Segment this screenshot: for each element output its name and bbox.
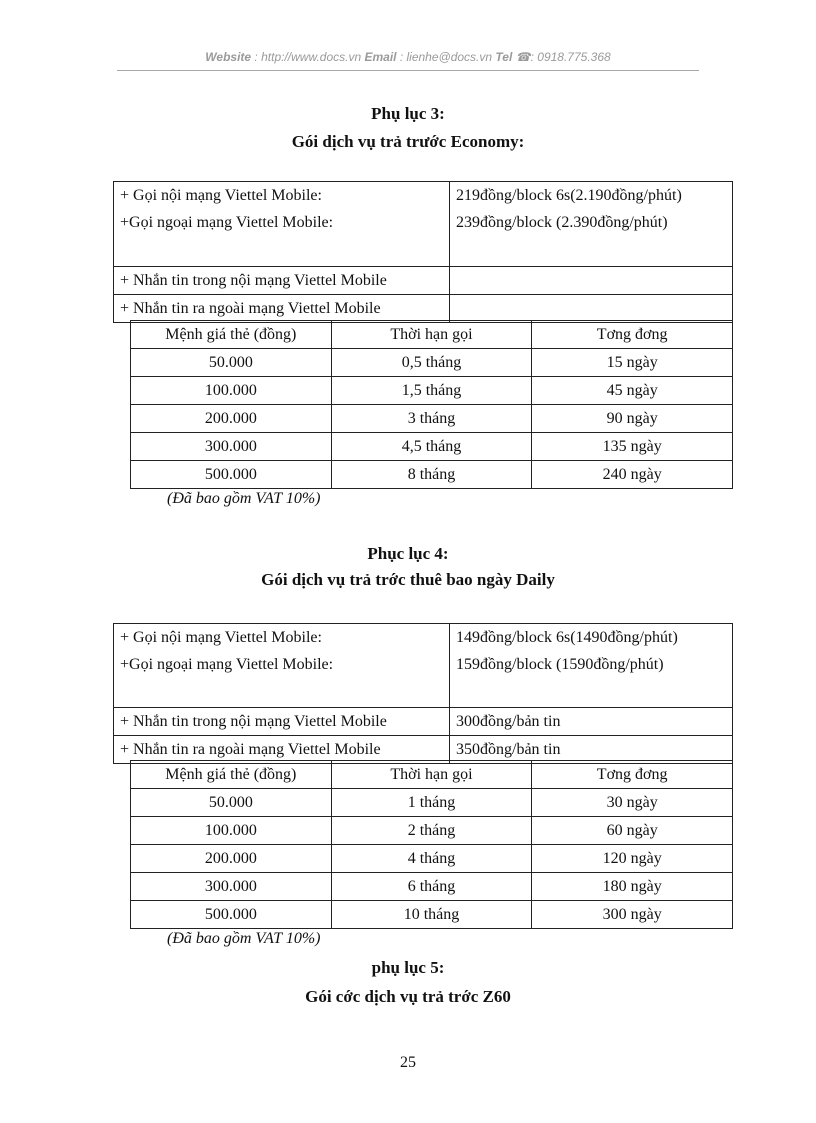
- table-cell: 50.000: [131, 349, 332, 377]
- rate-label: +Gọi ngoại mạng Viettel Mobile:: [120, 214, 334, 231]
- column-header: Tơng đơng: [532, 761, 733, 789]
- appendix4-card-table: [130, 760, 733, 929]
- rates-value-cell: [450, 182, 733, 267]
- rate-label: + Gọi nội mạng Viettel Mobile:: [120, 629, 322, 646]
- table-row: [131, 817, 733, 845]
- table-cell: 1 tháng: [331, 789, 532, 817]
- table-cell: 200.000: [131, 405, 332, 433]
- rate-value: 350đồng/bản tin: [450, 736, 733, 764]
- table-cell: 500.000: [131, 461, 332, 489]
- table-cell: 100.000: [131, 817, 332, 845]
- website-label: Website: [205, 50, 252, 64]
- rate-label: + Gọi nội mạng Viettel Mobile:: [120, 187, 322, 204]
- appendix3-heading: Phụ lục 3:: [371, 104, 445, 123]
- email-value: : lienhe@docs.vn: [396, 50, 496, 64]
- table-header-row: [131, 321, 733, 349]
- rate-label: +Gọi ngoại mạng Viettel Mobile:: [120, 656, 334, 673]
- table-cell: 60 ngày: [532, 817, 733, 845]
- rates-row: [114, 182, 733, 267]
- table-cell: 200.000: [131, 845, 332, 873]
- column-header: Thời hạn gọi: [331, 761, 532, 789]
- rate-label: + Nhắn tin trong nội mạng Viettel Mobile: [114, 267, 450, 295]
- phone-icon: ☎: [515, 50, 531, 64]
- table-cell: 240 ngày: [532, 461, 733, 489]
- table-cell: 4,5 tháng: [331, 433, 532, 461]
- rates-label-cell: [114, 182, 450, 267]
- table-cell: 15 ngày: [532, 349, 733, 377]
- rates-row: [114, 708, 733, 736]
- table-cell: 45 ngày: [532, 377, 733, 405]
- rate-label: + Nhắn tin ra ngoài mạng Viettel Mobile: [114, 295, 450, 323]
- table-cell: 1,5 tháng: [331, 377, 532, 405]
- table-cell: 8 tháng: [331, 461, 532, 489]
- table-cell: 0,5 tháng: [331, 349, 532, 377]
- table-cell: 300 ngày: [532, 901, 733, 929]
- column-header: Tơng đơng: [532, 321, 733, 349]
- email-label: Email: [364, 50, 397, 64]
- table-cell: 4 tháng: [331, 845, 532, 873]
- table-row: [131, 789, 733, 817]
- rates-value-cell: [450, 624, 733, 708]
- table-row: [131, 901, 733, 929]
- appendix4-rates-table: [113, 623, 733, 764]
- table-cell: 2 tháng: [331, 817, 532, 845]
- table-header-row: [131, 761, 733, 789]
- rates-row: [114, 267, 733, 295]
- appendix4-subheading: Gói dịch vụ trả trớc thuê bao ngày Daily: [261, 570, 555, 589]
- table-cell: 10 tháng: [331, 901, 532, 929]
- table-cell: 135 ngày: [532, 433, 733, 461]
- table-cell: 300.000: [131, 873, 332, 901]
- rate-value: 219đồng/block 6s(2.190đồng/phút): [456, 187, 682, 204]
- table-row: [131, 349, 733, 377]
- table-row: [131, 461, 733, 489]
- table-row: [131, 845, 733, 873]
- rates-row: [114, 295, 733, 323]
- table-cell: 500.000: [131, 901, 332, 929]
- appendix5-heading: phụ lục 5:: [371, 958, 445, 977]
- table-cell: 3 tháng: [331, 405, 532, 433]
- rate-value: 239đồng/block (2.390đồng/phút): [456, 214, 668, 231]
- rate-value: [450, 295, 733, 323]
- appendix5-subheading: Gói cớc dịch vụ trả trớc Z60: [305, 987, 511, 1006]
- table-cell: 30 ngày: [532, 789, 733, 817]
- appendix3-vat-note: (Đã bao gồm VAT 10%): [167, 490, 321, 507]
- table-row: [131, 405, 733, 433]
- table-cell: 90 ngày: [532, 405, 733, 433]
- table-row: [131, 873, 733, 901]
- appendix3-rates-table: [113, 181, 733, 323]
- table-cell: 180 ngày: [532, 873, 733, 901]
- rate-value: 149đồng/block 6s(1490đồng/phút): [456, 629, 678, 646]
- rate-label: + Nhắn tin trong nội mạng Viettel Mobile: [114, 708, 450, 736]
- page-number: 25: [400, 1054, 416, 1071]
- column-header: Thời hạn gọi: [331, 321, 532, 349]
- table-cell: 300.000: [131, 433, 332, 461]
- rate-value: 300đồng/bản tin: [450, 708, 733, 736]
- table-cell: 6 tháng: [331, 873, 532, 901]
- rates-row: [114, 624, 733, 708]
- appendix4-vat-note: (Đã bao gồm VAT 10%): [167, 930, 321, 947]
- tel-value: : 0918.775.368: [530, 50, 611, 64]
- page-header: [0, 50, 816, 64]
- table-cell: 120 ngày: [532, 845, 733, 873]
- rate-value: [450, 267, 733, 295]
- tel-label: Tel: [495, 50, 513, 64]
- rate-label: + Nhắn tin ra ngoài mạng Viettel Mobile: [114, 736, 450, 764]
- appendix3-card-table: [130, 320, 733, 489]
- appendix3-subheading: Gói dịch vụ trả trước Economy:: [291, 132, 525, 151]
- appendix4-heading: Phục lục 4:: [367, 544, 449, 563]
- column-header: Mệnh giá thẻ (đồng): [131, 321, 332, 349]
- header-divider: [117, 70, 699, 71]
- table-cell: 100.000: [131, 377, 332, 405]
- table-cell: 50.000: [131, 789, 332, 817]
- rates-label-cell: [114, 624, 450, 708]
- column-header: Mệnh giá thẻ (đồng): [131, 761, 332, 789]
- table-row: [131, 377, 733, 405]
- website-value: : http://www.docs.vn: [251, 50, 365, 64]
- table-row: [131, 433, 733, 461]
- rate-value: 159đồng/block (1590đồng/phút): [456, 656, 664, 673]
